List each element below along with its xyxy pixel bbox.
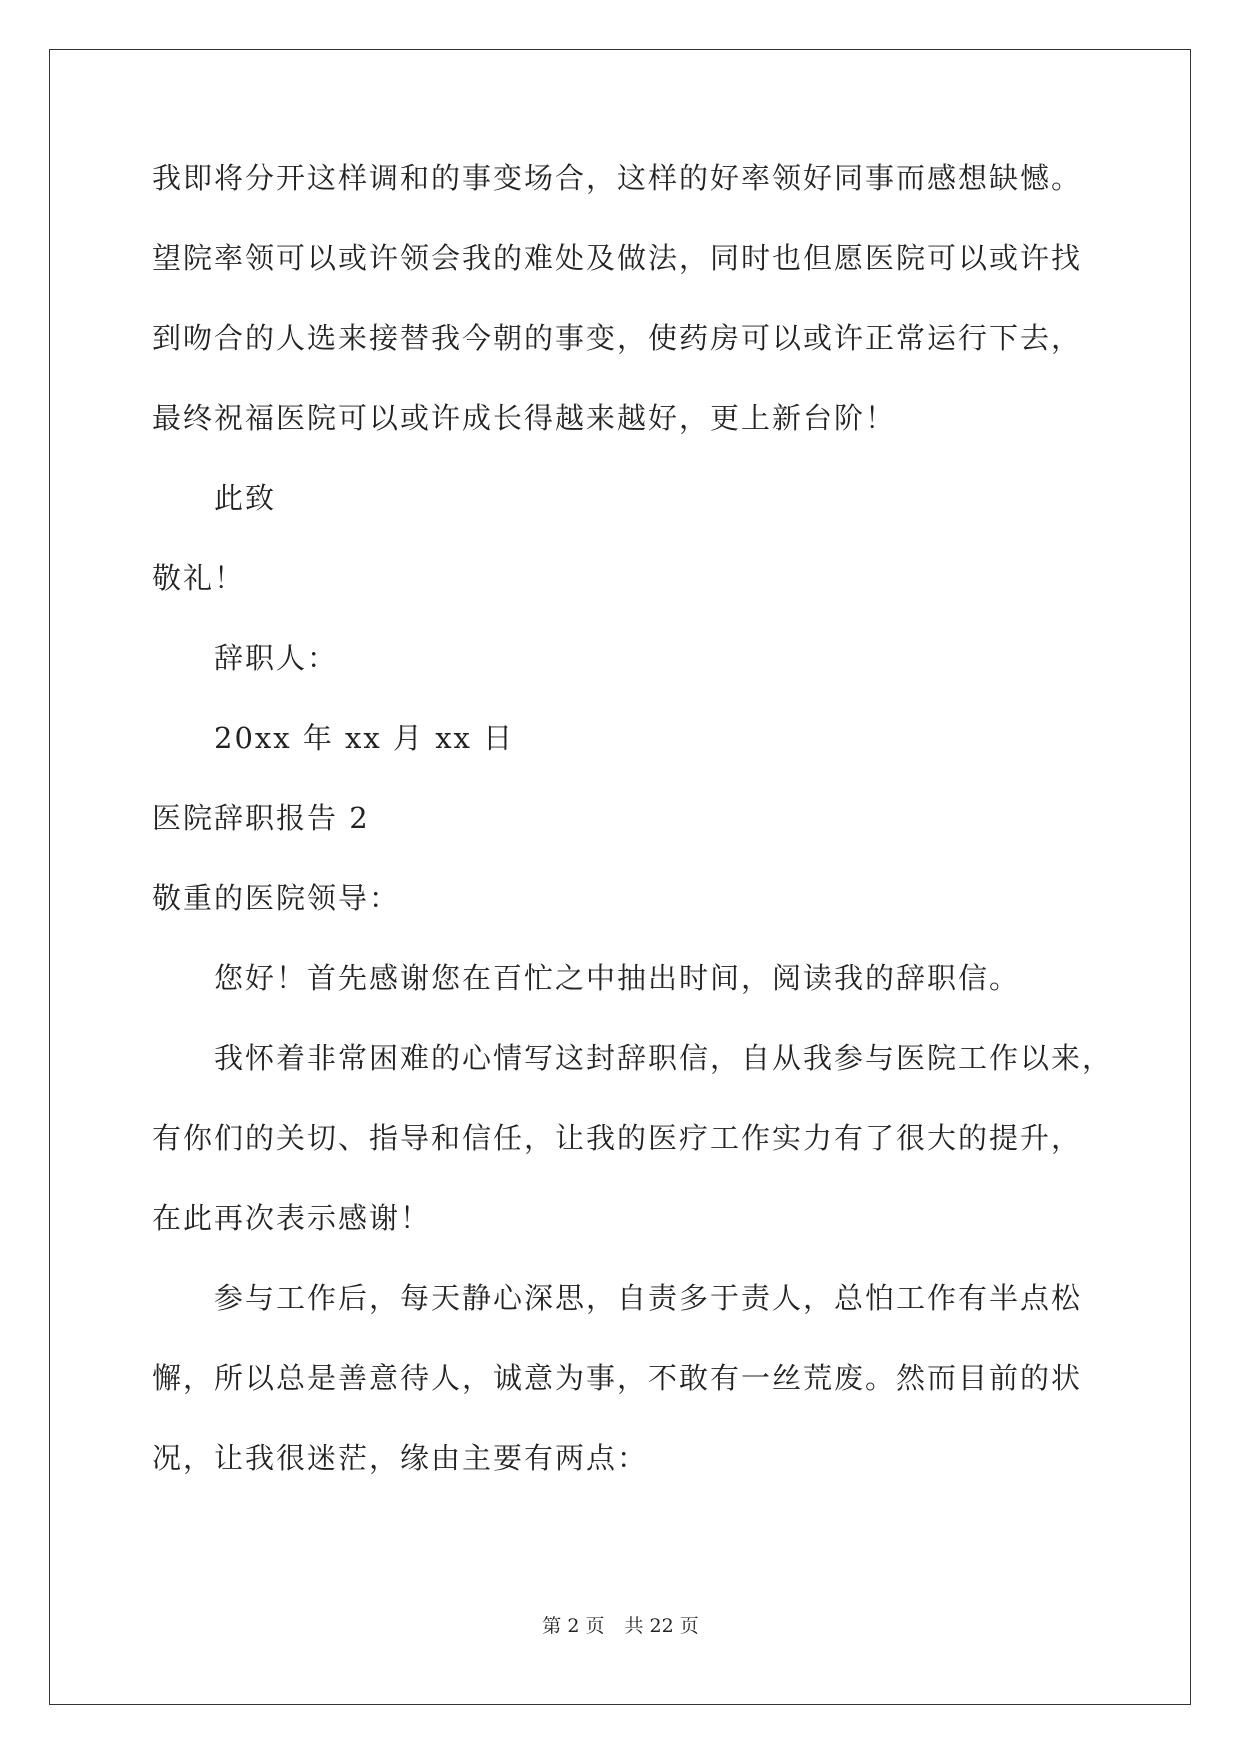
text-line: 在此再次表示感谢！: [152, 1201, 432, 1235]
text-line-signature: 辞职人：: [214, 641, 339, 675]
text-line: 最终祝福医院可以或许成长得越来越好，更上新台阶！: [152, 401, 897, 435]
section-title: 医院辞职报告 2: [152, 801, 370, 835]
page-total: 共 22 页: [624, 1615, 699, 1637]
text-line: 参与工作后，每天静心深思，自责多于责人，总怕工作有半点松: [214, 1281, 1083, 1315]
text-line: 况，让我很迷茫，缘由主要有两点：: [152, 1441, 649, 1475]
text-line: 有你们的关切、指导和信任，让我的医疗工作实力有了很大的提升，: [152, 1121, 1083, 1155]
text-line-closing: 敬礼！: [152, 561, 246, 595]
text-line-date: 20xx 年 xx 月 xx 日: [214, 721, 515, 755]
text-line: 望院率领可以或许领会我的难处及做法，同时也但愿医院可以或许找: [152, 241, 1083, 275]
text-line: 我即将分开这样调和的事变场合，这样的好率领好同事而感想缺憾。: [152, 161, 1083, 195]
text-line: 您好！首先感谢您在百忙之中抽出时间，阅读我的辞职信。: [214, 961, 1021, 995]
text-line-greeting: 敬重的医院领导：: [152, 881, 401, 915]
page-number: 第 2 页: [542, 1615, 605, 1637]
text-line-salutation: 此致: [214, 481, 277, 515]
text-line: 到吻合的人选来接替我今朝的事变，使药房可以或许正常运行下去，: [152, 321, 1083, 355]
page-footer: [0, 1614, 1241, 1638]
text-line: 我怀着非常困难的心情写这封辞职信，自从我参与医院工作以来，: [214, 1041, 1114, 1075]
text-line: 懈，所以总是善意待人，诚意为事，不敢有一丝荒废。然而目前的状: [152, 1361, 1083, 1395]
